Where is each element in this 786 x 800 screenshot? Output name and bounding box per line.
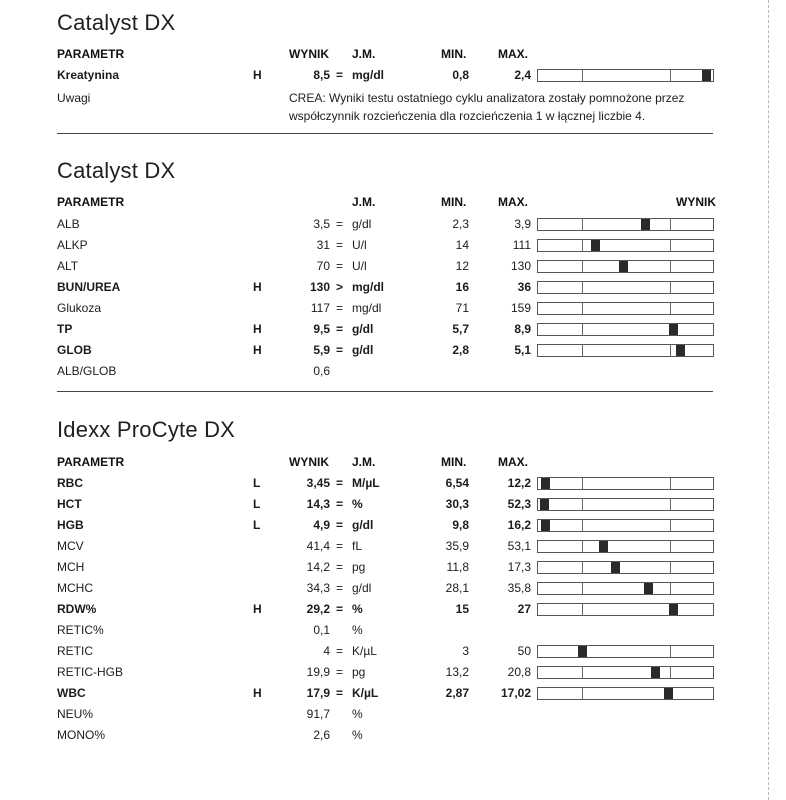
range-bar-low-tick: [582, 520, 583, 531]
result-row: [0, 641, 768, 661]
section2-header-max: MAX.: [498, 195, 528, 209]
unit-label: %: [352, 728, 363, 742]
min-value: 2,3: [452, 217, 469, 231]
unit-label: g/dl: [352, 343, 374, 357]
param-name: RDW%: [57, 602, 97, 616]
result-row: [0, 277, 768, 297]
range-bar-low-tick: [582, 562, 583, 573]
section1-header-max: MAX.: [498, 47, 528, 61]
range-bar-high-tick: [670, 667, 671, 678]
result-value: 34,3: [306, 581, 330, 595]
range-bar-low-tick: [582, 604, 583, 615]
param-name: WBC: [57, 686, 86, 700]
min-value: 28,1: [445, 581, 469, 595]
unit-label: pg: [352, 665, 366, 679]
min-value: 0,8: [452, 68, 469, 82]
flag-indicator: H: [253, 602, 262, 616]
result-marker: [644, 583, 653, 594]
range-bar: [537, 498, 714, 511]
section3-header-unit: J.M.: [352, 455, 376, 469]
max-value: 159: [510, 301, 531, 315]
range-bar-low-tick: [582, 240, 583, 251]
result-marker: [669, 324, 678, 335]
flag-indicator: H: [253, 686, 262, 700]
flag-indicator: H: [253, 68, 262, 82]
section1-header-param: PARAMETR: [57, 47, 125, 61]
max-value: 35,8: [507, 581, 531, 595]
param-name: HGB: [57, 518, 84, 532]
result-value: 0,6: [313, 364, 330, 378]
max-value: 17,3: [507, 560, 531, 574]
param-name: ALKP: [57, 238, 88, 252]
param-name: RBC: [57, 476, 83, 490]
param-name: Kreatynina: [57, 68, 120, 82]
param-name: ALT: [57, 259, 79, 273]
flag-indicator: H: [253, 343, 262, 357]
result-value: 91,7: [306, 707, 330, 721]
comparison-operator: =: [336, 68, 344, 82]
unit-label: g/dl: [352, 217, 372, 231]
comparison-operator: =: [336, 644, 344, 658]
min-value: 71: [455, 301, 469, 315]
range-bar-high-tick: [670, 282, 671, 293]
result-value: 0,1: [313, 623, 330, 637]
comparison-operator: =: [336, 602, 344, 616]
range-bar: [537, 666, 714, 679]
range-bar-high-tick: [670, 541, 671, 552]
max-value: 52,3: [507, 497, 531, 511]
range-bar: [537, 561, 714, 574]
min-value: 16: [455, 280, 469, 294]
param-name: RETIC: [57, 644, 93, 658]
param-name: Glukoza: [57, 301, 102, 315]
comparison-operator: =: [336, 301, 344, 315]
range-bar: [537, 218, 714, 231]
section2-header-unit: J.M.: [352, 195, 376, 209]
section2-header-result: WYNIK: [676, 195, 716, 209]
result-row: [0, 361, 768, 381]
result-row: [0, 725, 768, 745]
max-value: 17,02: [500, 686, 531, 700]
section1-divider: [57, 133, 713, 134]
result-marker: [702, 70, 711, 81]
result-marker: [641, 219, 650, 230]
min-value: 3: [462, 644, 469, 658]
param-name: MCH: [57, 560, 85, 574]
range-bar-high-tick: [670, 345, 671, 356]
result-row: [0, 557, 768, 577]
range-bar-low-tick: [582, 667, 583, 678]
unit-label: %: [352, 707, 363, 721]
result-value: 130: [309, 280, 330, 294]
range-bar: [537, 281, 714, 294]
result-value: 8,5: [313, 68, 330, 82]
range-bar-high-tick: [670, 261, 671, 272]
max-value: 16,2: [507, 518, 531, 532]
section1-header-unit: J.M.: [352, 47, 376, 61]
param-name: BUN/UREA: [57, 280, 121, 294]
flag-indicator: L: [253, 497, 261, 511]
section2-divider: [57, 391, 713, 392]
param-name: MONO%: [57, 728, 105, 742]
range-bar-low-tick: [582, 303, 583, 314]
result-row: [0, 256, 768, 276]
max-value: 2,4: [514, 68, 531, 82]
range-bar-high-tick: [670, 646, 671, 657]
comparison-operator: =: [336, 560, 344, 574]
unit-label: mg/dl: [352, 301, 382, 315]
result-row: [0, 515, 768, 535]
range-bar-low-tick: [582, 219, 583, 230]
result-row: [0, 494, 768, 514]
section2-header-min: MIN.: [441, 195, 467, 209]
result-value: 3,5: [313, 217, 330, 231]
result-row: [0, 298, 768, 318]
min-value: 12: [455, 259, 469, 273]
range-bar: [537, 582, 714, 595]
result-value: 19,9: [306, 665, 330, 679]
result-row: [0, 704, 768, 724]
comparison-operator: =: [336, 217, 344, 231]
range-bar: [537, 687, 714, 700]
result-value: 9,5: [313, 322, 330, 336]
section3-header-max: MAX.: [498, 455, 528, 469]
max-value: 8,9: [514, 322, 531, 336]
result-marker: [611, 562, 620, 573]
result-row: [0, 319, 768, 339]
range-bar: [537, 477, 714, 490]
range-bar-high-tick: [670, 70, 671, 81]
section1-note-line2: współczynnik rozcieńczenia dla rozcieńczenia 1 w łącznej liczbie 4.: [289, 109, 646, 123]
unit-label: pg: [352, 560, 366, 574]
max-value: 12,2: [507, 476, 531, 490]
result-value: 3,45: [306, 476, 330, 490]
max-value: 53,1: [507, 539, 531, 553]
result-marker: [669, 604, 678, 615]
result-row: [0, 662, 768, 682]
param-name: GLOB: [57, 343, 92, 357]
page-edge-line: [768, 0, 769, 800]
range-bar: [537, 344, 714, 357]
range-bar-low-tick: [582, 688, 583, 699]
result-row: [0, 473, 768, 493]
result-marker: [651, 667, 660, 678]
min-value: 13,2: [445, 665, 469, 679]
result-value: 4: [323, 644, 330, 658]
section1-header-result: WYNIK: [289, 47, 329, 61]
param-name: RETIC-HGB: [57, 665, 123, 679]
result-value: 5,9: [313, 343, 330, 357]
result-row: [0, 536, 768, 556]
range-bar: [537, 323, 714, 336]
comparison-operator: =: [336, 665, 344, 679]
result-value: 14,2: [306, 560, 330, 574]
param-name: TP: [57, 322, 73, 336]
result-row: [0, 599, 768, 619]
unit-label: mg/dl: [352, 68, 384, 82]
max-value: 50: [517, 644, 531, 658]
comparison-operator: =: [336, 497, 344, 511]
result-marker: [540, 499, 549, 510]
result-marker: [619, 261, 628, 272]
max-value: 111: [512, 238, 531, 252]
result-row: [0, 65, 768, 85]
result-row: [0, 683, 768, 703]
min-value: 11,8: [446, 560, 469, 574]
param-name: ALB: [57, 217, 80, 231]
unit-label: mg/dl: [352, 280, 384, 294]
max-value: 3,9: [514, 217, 531, 231]
section1-header-min: MIN.: [441, 47, 467, 61]
comparison-operator: =: [336, 322, 344, 336]
section1-title: Catalyst DX: [57, 10, 176, 35]
flag-indicator: L: [253, 476, 261, 490]
range-bar: [537, 603, 714, 616]
comparison-operator: =: [336, 238, 344, 252]
result-marker: [664, 688, 673, 699]
comparison-operator: =: [336, 581, 344, 595]
range-bar: [537, 519, 714, 532]
result-marker: [599, 541, 608, 552]
range-bar-high-tick: [670, 583, 671, 594]
unit-label: U/l: [352, 259, 367, 273]
flag-indicator: H: [253, 322, 262, 336]
max-value: 5,1: [514, 343, 531, 357]
result-value: 14,3: [306, 497, 330, 511]
result-value: 31: [316, 238, 330, 252]
unit-label: %: [352, 623, 363, 637]
result-row: [0, 620, 768, 640]
min-value: 30,3: [445, 497, 469, 511]
range-bar-low-tick: [582, 499, 583, 510]
max-value: 27: [517, 602, 531, 616]
result-row: [0, 340, 768, 360]
unit-label: U/l: [352, 238, 367, 252]
unit-label: g/dl: [352, 322, 374, 336]
param-name: NEU%: [57, 707, 94, 721]
range-bar-low-tick: [582, 282, 583, 293]
param-name: MCHC: [57, 581, 93, 595]
range-bar-low-tick: [582, 583, 583, 594]
unit-label: %: [352, 602, 363, 616]
comparison-operator: =: [336, 343, 344, 357]
section1-note-label: Uwagi: [57, 91, 91, 105]
param-name: ALB/GLOB: [57, 364, 117, 378]
result-value: 41,4: [306, 539, 330, 553]
comparison-operator: =: [336, 518, 344, 532]
min-value: 15: [455, 602, 469, 616]
range-bar-high-tick: [670, 520, 671, 531]
range-bar-high-tick: [670, 562, 671, 573]
result-marker: [541, 478, 550, 489]
min-value: 2,87: [445, 686, 469, 700]
result-value: 17,9: [306, 686, 330, 700]
unit-label: fL: [352, 539, 363, 553]
min-value: 9,8: [452, 518, 469, 532]
flag-indicator: L: [253, 518, 261, 532]
range-bar-low-tick: [582, 541, 583, 552]
param-name: HCT: [57, 497, 82, 511]
comparison-operator: >: [336, 280, 344, 294]
range-bar-high-tick: [670, 499, 671, 510]
unit-label: K/µL: [352, 644, 377, 658]
max-value: 36: [517, 280, 531, 294]
section3-header-min: MIN.: [441, 455, 467, 469]
min-value: 2,8: [452, 343, 469, 357]
result-value: 117: [310, 301, 330, 315]
max-value: 20,8: [507, 665, 531, 679]
result-row: [0, 578, 768, 598]
range-bar-low-tick: [582, 478, 583, 489]
comparison-operator: =: [336, 476, 344, 490]
result-row: [0, 235, 768, 255]
unit-label: %: [352, 497, 363, 511]
unit-label: K/µL: [352, 686, 379, 700]
param-name: RETIC%: [57, 623, 104, 637]
section1-note-line1: CREA: Wyniki testu ostatniego cyklu analizatora zostały pomnożone przez: [289, 91, 685, 105]
min-value: 6,54: [445, 476, 469, 490]
range-bar-high-tick: [670, 219, 671, 230]
result-value: 29,2: [306, 602, 330, 616]
result-value: 70: [316, 259, 330, 273]
comparison-operator: =: [336, 539, 344, 553]
range-bar-high-tick: [670, 478, 671, 489]
range-bar: [537, 239, 714, 252]
param-name: MCV: [57, 539, 84, 553]
min-value: 35,9: [445, 539, 469, 553]
range-bar-low-tick: [582, 261, 583, 272]
result-marker: [676, 345, 685, 356]
result-value: 2,6: [313, 728, 330, 742]
range-bar: [537, 69, 714, 82]
range-bar-low-tick: [582, 345, 583, 356]
result-row: [0, 214, 768, 234]
range-bar-high-tick: [670, 303, 671, 314]
section3-title: Idexx ProCyte DX: [57, 417, 236, 442]
result-marker: [591, 240, 600, 251]
range-bar-low-tick: [582, 324, 583, 335]
range-bar-high-tick: [670, 240, 671, 251]
comparison-operator: =: [336, 259, 344, 273]
comparison-operator: =: [336, 686, 344, 700]
range-bar: [537, 260, 714, 273]
unit-label: g/dl: [352, 518, 374, 532]
flag-indicator: H: [253, 280, 262, 294]
result-marker: [578, 646, 587, 657]
section2-title: Catalyst DX: [57, 158, 176, 183]
max-value: 130: [510, 259, 531, 273]
range-bar: [537, 302, 714, 315]
unit-label: M/µL: [352, 476, 380, 490]
section3-header-param: PARAMETR: [57, 455, 125, 469]
min-value: 5,7: [452, 322, 469, 336]
unit-label: g/dl: [352, 581, 372, 595]
result-value: 4,9: [313, 518, 330, 532]
range-bar: [537, 540, 714, 553]
section2-header-param: PARAMETR: [57, 195, 125, 209]
min-value: 14: [455, 238, 469, 252]
result-marker: [541, 520, 550, 531]
range-bar: [537, 645, 714, 658]
section3-header-result: WYNIK: [289, 455, 329, 469]
range-bar-low-tick: [582, 70, 583, 81]
